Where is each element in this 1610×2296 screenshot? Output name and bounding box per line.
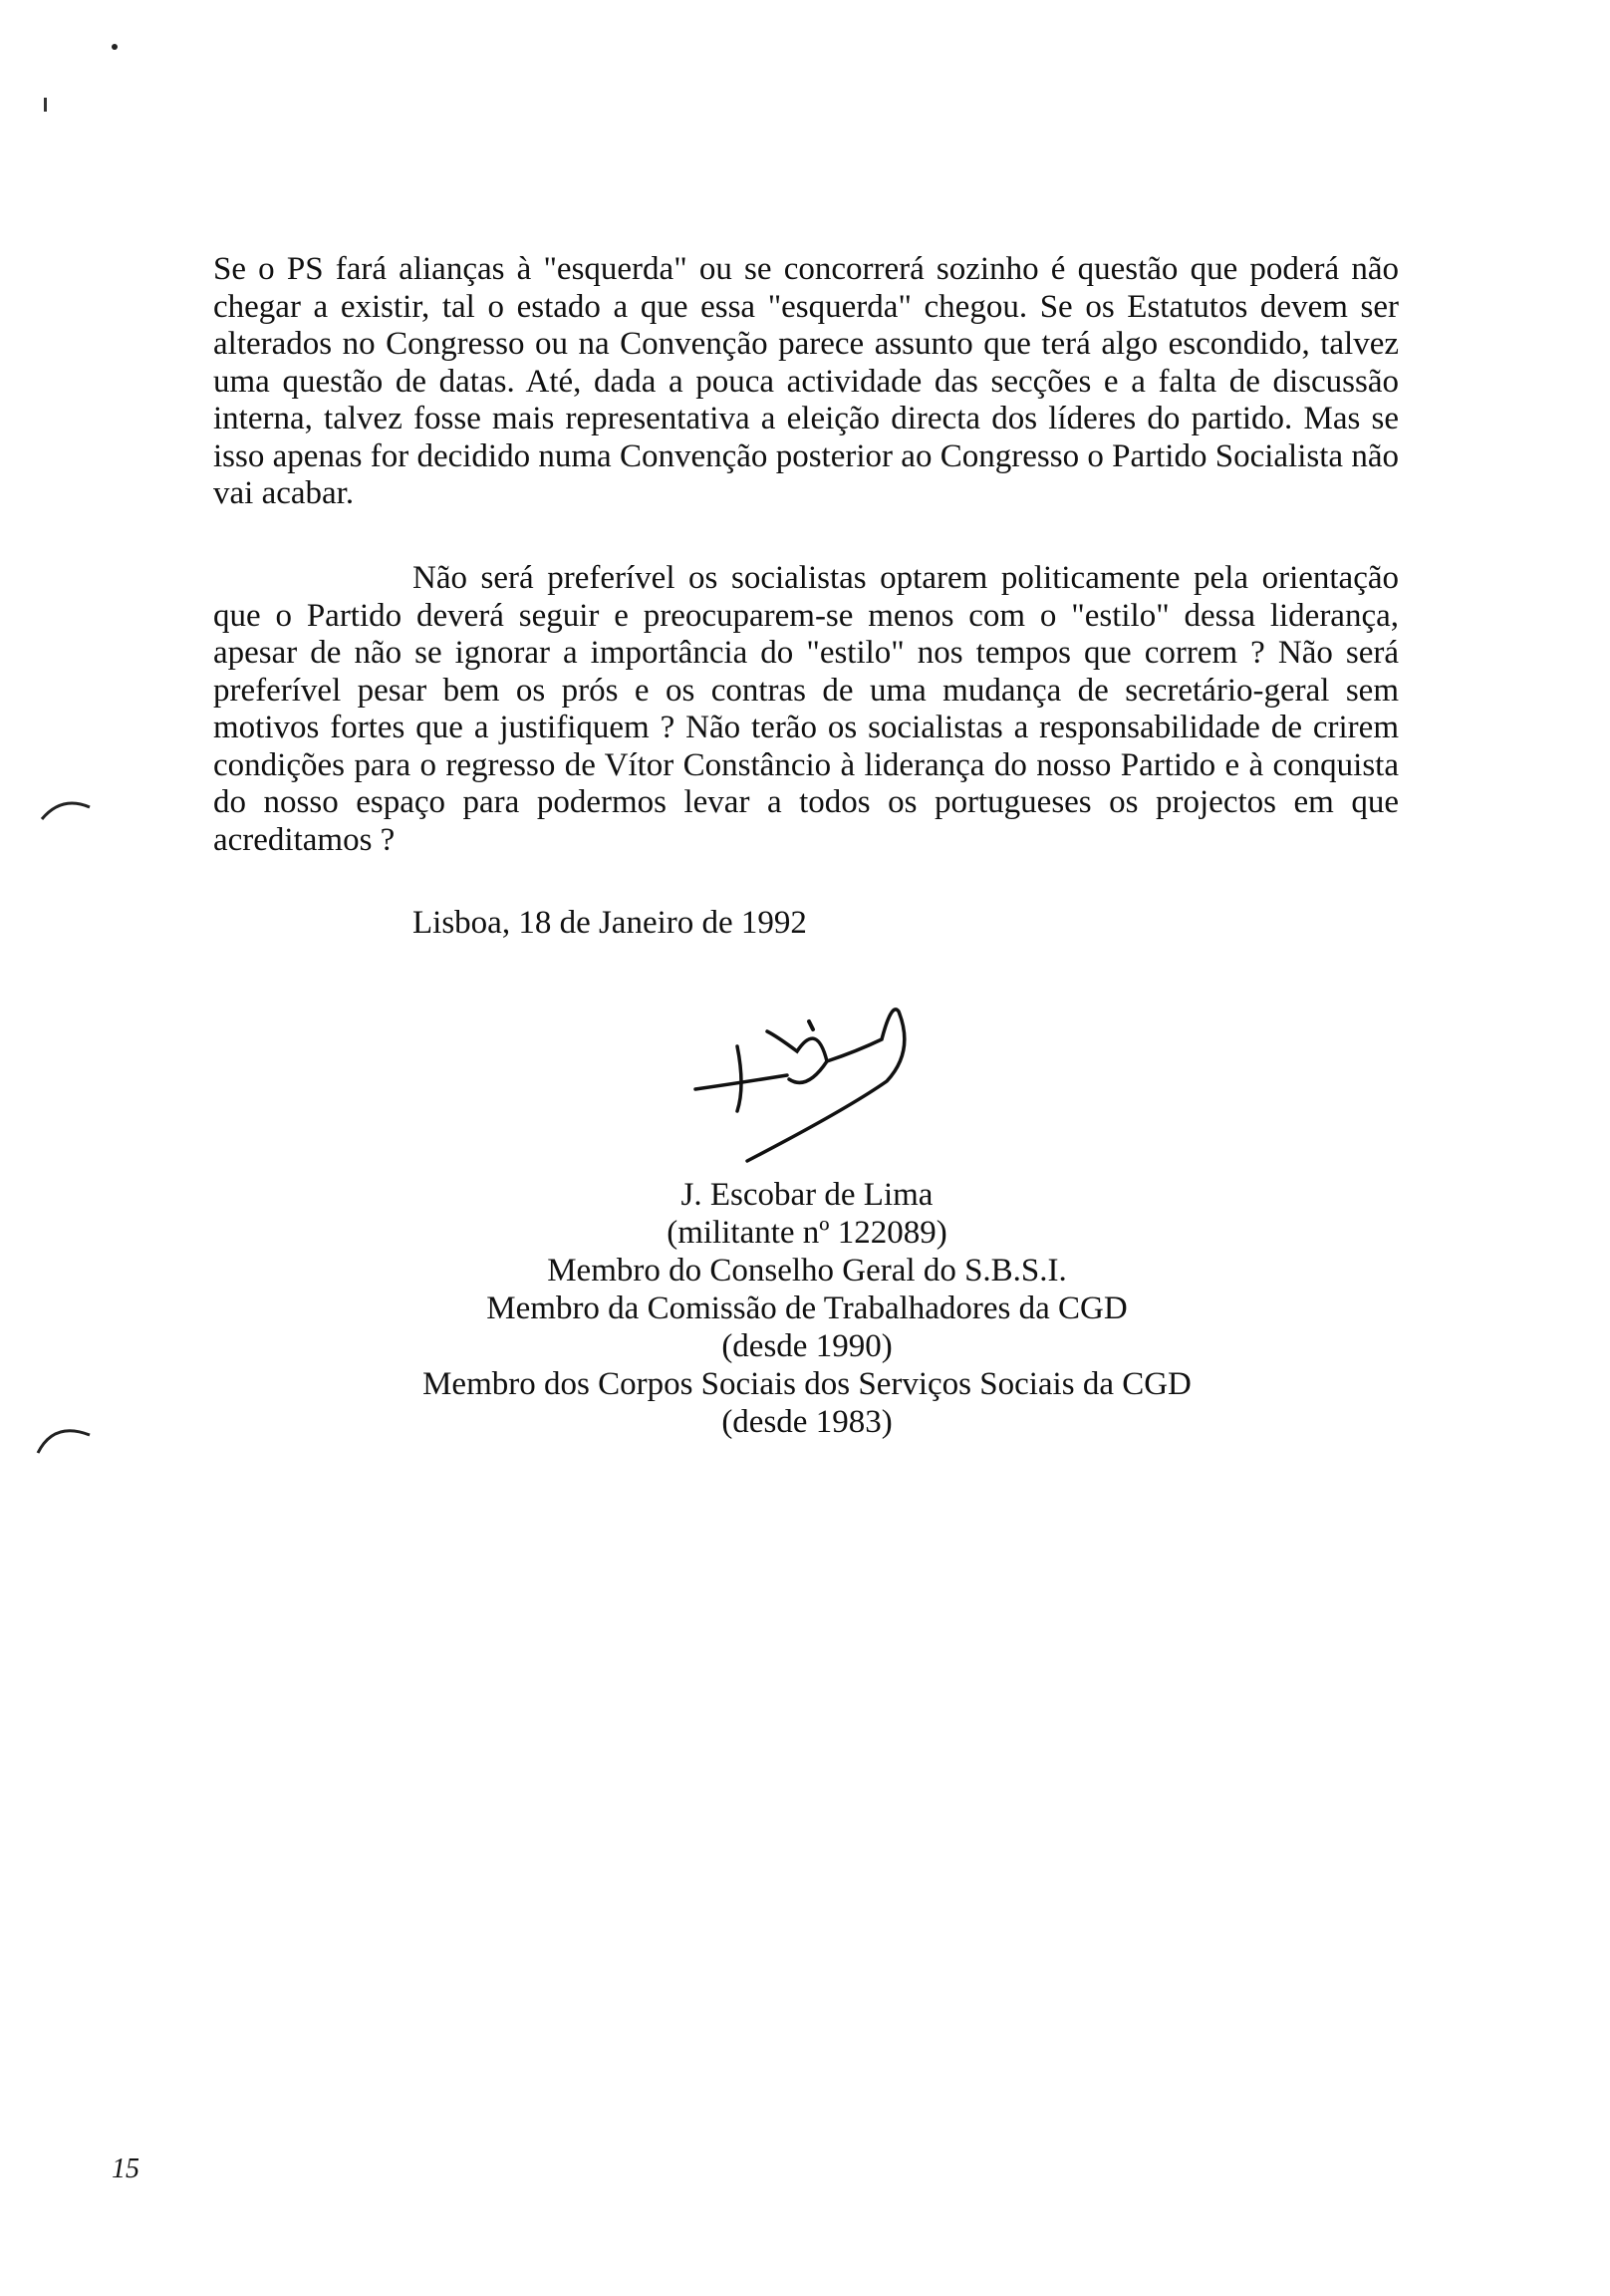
page-number: 15 [112, 2153, 139, 2184]
signer-membership: (militante nº 122089) [667, 1215, 947, 1251]
scan-dot-mark [112, 44, 118, 50]
punch-hole-mark-lower [32, 1415, 96, 1461]
signature-block [359, 1176, 1255, 1441]
signer-role-3: Membro dos Corpos Sociais dos Serviços Sociais da CGD [422, 1366, 1192, 1402]
punch-hole-mark-upper [38, 789, 98, 829]
date-line: Lisboa, 18 de Janeiro de 1992 [412, 905, 807, 941]
signer-role-3-since: (desde 1983) [721, 1404, 893, 1440]
signer-role-2: Membro da Comissão de Trabalhadores da CGD [486, 1291, 1128, 1326]
signer-name: J. Escobar de Lima [680, 1177, 934, 1213]
signer-role-1: Membro do Conselho Geral do S.B.S.I. [547, 1253, 1067, 1289]
paragraph-1: Se o PS fará alianças à "esquerda" ou se concorrerá sozinho é questão que poderá não chegar a existir, tal o estado a que essa "esquerda" chegou. Se os Estatutos devem ser alterados no Congresso ou na Convenção parece assunto que terá algo escondido, talvez uma questão de datas. Até, dada a pouca actividade das secções e a falta de discussão interna, talvez fosse mais representativa a eleição directa dos líderes do partido. Mas se isso apenas for decidido numa Convenção posterior ao Congresso o Partido Socialista não vai acabar. [213, 251, 1399, 511]
handwritten-signature [677, 992, 976, 1171]
paragraph-2: Não será preferível os socialistas optarem politicamente pela orientação que o Partido deverá seguir e preocuparem-se menos com o "estilo" dessa liderança, apesar de não se ignorar a importância do "estilo" nos tempos que correm ? Não será preferível pesar bem os prós e os contras de uma mudança de secretário-geral sem motivos fortes que a justifiquem ? Não terão os socialistas a responsabilidade de crirem condições para o regresso de Vítor Constâncio à liderança do nosso Partido e à conquista do nosso espaço para podermos levar a todos os portugueses os projectos em que acreditamos ? [213, 560, 1399, 858]
scan-tick-mark [44, 98, 47, 112]
signer-role-2-since: (desde 1990) [721, 1328, 893, 1364]
